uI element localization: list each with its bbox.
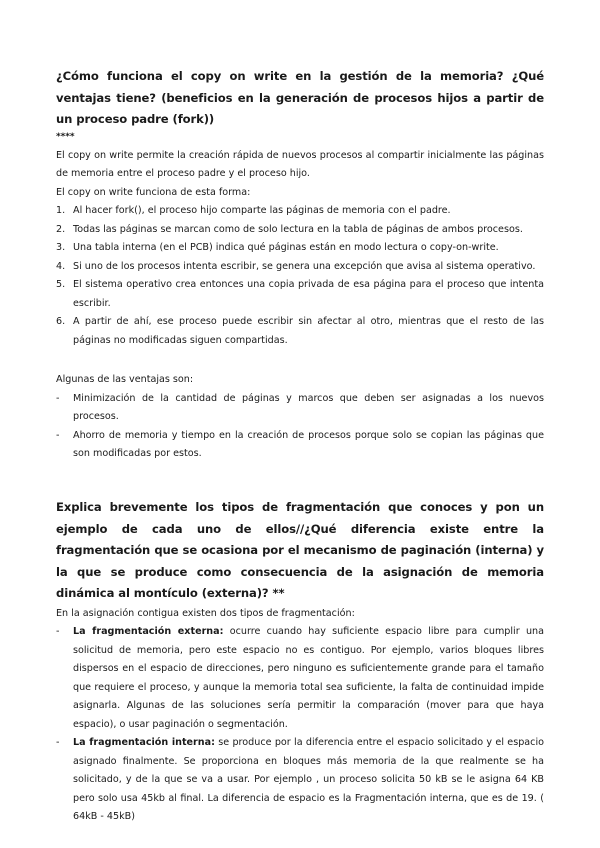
list-item <box>56 276 544 313</box>
list-item-text: ocurre cuando hay suficiente espacio libre para cumplir una solicitud de memoria, pero este espacio no es contiguo. Por ejemplo, varios bloques libres dispersos en el espacio de direcciones, pero ninguno es suficientemente grande para el tamaño que requiere el proceso, y aunque la memoria total sea suficiente, la falta de continuidad impide asignarla. Algunas de las soluciones sería permitir la comparación (mover para que haya espacio), o usar paginación o segmentación. <box>73 626 544 730</box>
list-item-text: El sistema operativo crea entonces una copia privada de esa página para el proceso que intenta escribir. <box>73 279 544 309</box>
question-stars-1: **** <box>56 131 75 142</box>
list-dash: - <box>56 626 60 637</box>
list-number: 3. <box>56 242 66 253</box>
list-item-text: Una tabla interna (en el PCB) indica qué páginas están en modo lectura o copy-on-write. <box>73 242 499 253</box>
term-internal-fragmentation: La fragmentación interna: <box>73 737 215 748</box>
list-item <box>56 258 544 277</box>
list-item <box>56 202 544 221</box>
paragraph-steps-title: El copy on write funciona de esta forma: <box>56 186 251 198</box>
list-item <box>56 623 544 734</box>
term-external-fragmentation: La fragmentación externa: <box>73 626 224 637</box>
paragraph-advantages-title: Algunas de las ventajas son: <box>56 374 194 385</box>
section-fragmentation <box>56 497 544 827</box>
list-dash: - <box>56 392 60 404</box>
list-number: 2. <box>56 223 66 235</box>
list-item <box>56 313 544 350</box>
list-item <box>56 390 544 427</box>
question-heading-1 <box>56 66 544 143</box>
paragraph-intro-fragmentation: En la asignación contigua existen dos tipos de fragmentación: <box>56 607 355 619</box>
list-item-text: Al hacer fork(), el proceso hijo comparte las páginas de memoria con el padre. <box>73 205 451 216</box>
list-number: 5. <box>56 279 66 290</box>
steps-list <box>56 202 544 350</box>
list-item <box>56 239 544 258</box>
list-item <box>56 221 544 240</box>
section-copy-on-write <box>56 66 544 464</box>
list-item-text: Si uno de los procesos intenta escribir, se genera una excepción que avisa al sistema operativo. <box>73 260 536 272</box>
list-item-text: se produce por la diferencia entre el espacio solicitado y el espacio asignado finalmente. Se proporciona en bloques más memoria de la que realmente se ha solicitado, y de la que se va a usar. Por ejemplo , un proceso solicita 50 kB se le asigna 64 KB pero solo usa 45kb al final. La diferencia de espacio es la Fragmentación interna, que es de 19. ( 64kB - 45kB) <box>73 737 544 822</box>
paragraph-intro-cow: El copy on write permite la creación rápida de nuevos procesos al compartir inicialmente las páginas de memoria entre el proceso padre y el proceso hijo. <box>56 149 544 179</box>
list-item <box>56 734 544 827</box>
list-item-text: Ahorro de memoria y tiempo en la creación de procesos porque solo se copian las páginas que son modificadas por estos. <box>73 429 544 459</box>
list-number: 6. <box>56 316 66 327</box>
question-text-1: ¿Cómo funciona el copy on write en la gestión de la memoria? ¿Qué ventajas tiene? (beneficios en la generación de procesos hijos a partir de un proceso padre (fork)) <box>56 69 544 126</box>
fragmentation-types-list <box>56 623 544 827</box>
question-heading-2 <box>56 497 544 605</box>
list-number: 1. <box>56 205 66 216</box>
list-item-text: Todas las páginas se marcan como de solo lectura en la tabla de páginas de ambos procesos. <box>73 223 523 235</box>
list-dash: - <box>56 429 60 441</box>
list-item-text: Minimización de la cantidad de páginas y marcos que deben ser asignadas a los nuevos procesos. <box>73 392 544 422</box>
list-item <box>56 427 544 464</box>
list-number: 4. <box>56 260 66 272</box>
question-text-2: Explica brevemente los tipos de fragmentación que conoces y pon un ejemplo de cada uno de ellos//¿Qué diferencia existe entre la fragmentación que se ocasiona por el mecanismo de paginación (interna) y la que se produce como consecuencia de la asignación de memoria dinámica al montículo (externa)? ** <box>56 500 544 600</box>
advantages-list <box>56 390 544 464</box>
list-dash: - <box>56 737 60 748</box>
list-item-text: A partir de ahí, ese proceso puede escribir sin afectar al otro, mientras que el resto de las páginas no modificadas siguen compartidas. <box>73 316 544 346</box>
